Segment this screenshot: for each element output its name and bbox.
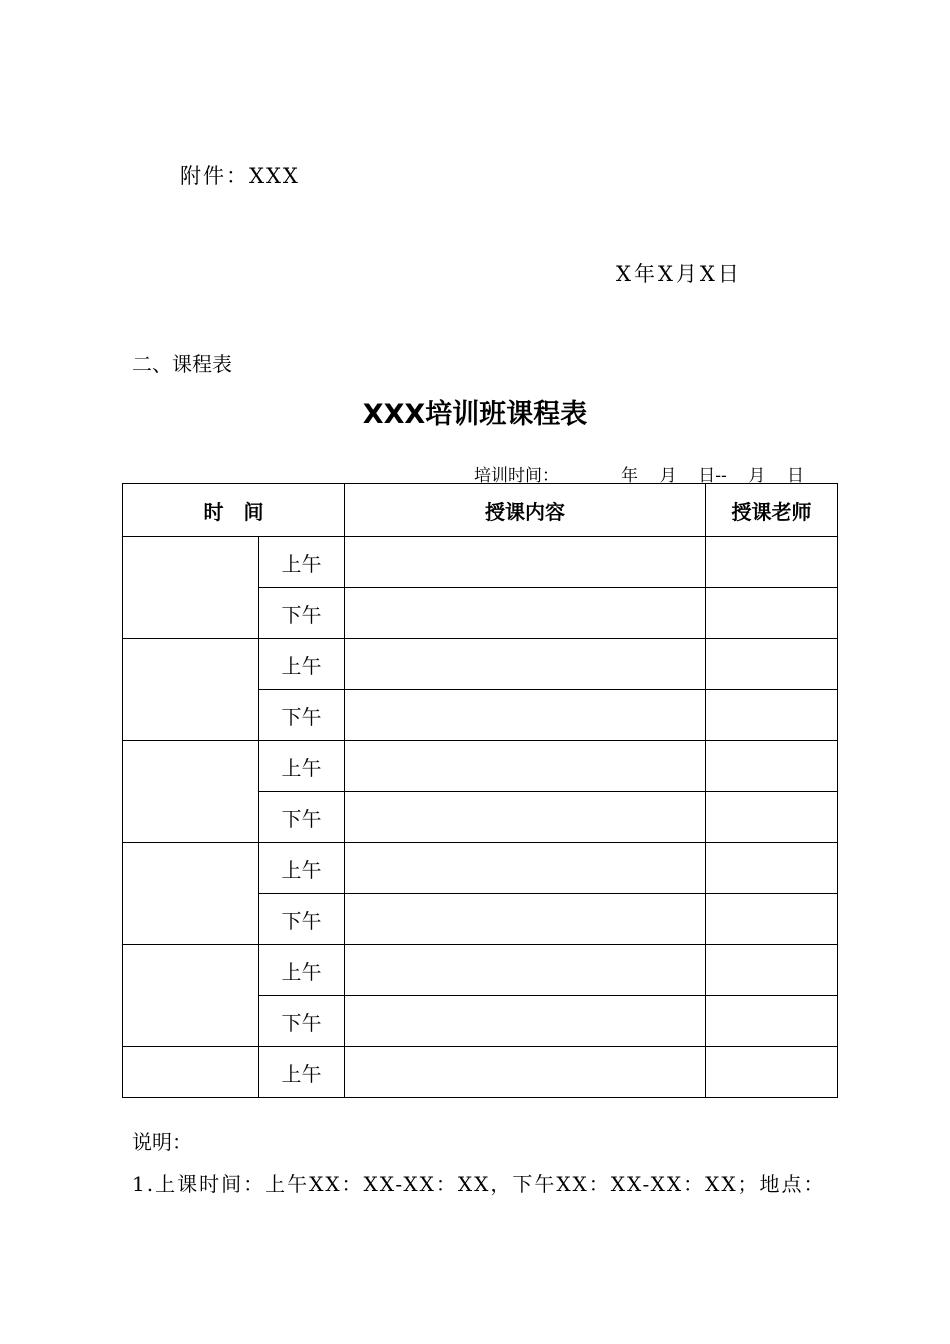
content-cell <box>345 894 706 945</box>
teacher-cell <box>706 894 838 945</box>
content-cell <box>345 996 706 1047</box>
teacher-cell <box>706 843 838 894</box>
table-row <box>123 1047 838 1098</box>
period-cell: 上午 <box>259 1047 345 1098</box>
teacher-cell <box>706 639 838 690</box>
teacher-cell <box>706 537 838 588</box>
training-day2-unit: 日 <box>787 466 804 486</box>
teacher-cell <box>706 588 838 639</box>
period-cell: 下午 <box>259 996 345 1047</box>
period-cell: 上午 <box>259 741 345 792</box>
attachment-line: 附件：XXX <box>180 164 300 188</box>
content-cell <box>345 1047 706 1098</box>
date-cell <box>123 1047 259 1098</box>
period-cell: 上午 <box>259 537 345 588</box>
content-cell <box>345 690 706 741</box>
training-day-unit: 日-- <box>698 466 727 486</box>
table-row <box>123 639 838 690</box>
period-cell: 下午 <box>259 690 345 741</box>
teacher-cell <box>706 741 838 792</box>
notes-line-1: 1.上课时间：上午XX：XX-XX：XX，下午XX：XX-XX：XX；地点： <box>132 1172 826 1196</box>
content-cell <box>345 537 706 588</box>
section-heading: 二、课程表 <box>132 352 232 376</box>
training-month-unit: 月 <box>659 466 677 486</box>
date-cell <box>123 741 259 843</box>
period-cell: 上午 <box>259 843 345 894</box>
table-title: XXX培训班课程表 <box>362 399 588 430</box>
table-row <box>123 843 838 894</box>
header-teacher: 授课老师 <box>706 484 838 537</box>
header-content: 授课内容 <box>345 484 706 537</box>
content-cell <box>345 945 706 996</box>
content-cell <box>345 792 706 843</box>
period-cell: 下午 <box>259 792 345 843</box>
teacher-cell <box>706 1047 838 1098</box>
table-header-row <box>123 484 838 537</box>
training-time-label: 培训时间： <box>474 466 559 486</box>
date-cell <box>123 945 259 1047</box>
table-row <box>123 945 838 996</box>
date-cell <box>123 639 259 741</box>
period-cell: 下午 <box>259 894 345 945</box>
period-cell: 上午 <box>259 945 345 996</box>
content-cell <box>345 843 706 894</box>
teacher-cell <box>706 690 838 741</box>
content-cell <box>345 639 706 690</box>
training-year-unit: 年 <box>621 466 638 486</box>
table-row <box>123 741 838 792</box>
date-cell <box>123 843 259 945</box>
notes-label: 说明： <box>132 1130 192 1154</box>
training-month2-unit: 月 <box>748 466 766 486</box>
teacher-cell <box>706 945 838 996</box>
teacher-cell <box>706 792 838 843</box>
date-cell <box>123 537 259 639</box>
schedule-table <box>122 483 838 1098</box>
content-cell <box>345 588 706 639</box>
header-time: 时 间 <box>123 484 345 537</box>
content-cell <box>345 741 706 792</box>
period-cell: 下午 <box>259 588 345 639</box>
document-date: X年X月X日 <box>616 262 742 286</box>
period-cell: 上午 <box>259 639 345 690</box>
table-row <box>123 537 838 588</box>
teacher-cell <box>706 996 838 1047</box>
